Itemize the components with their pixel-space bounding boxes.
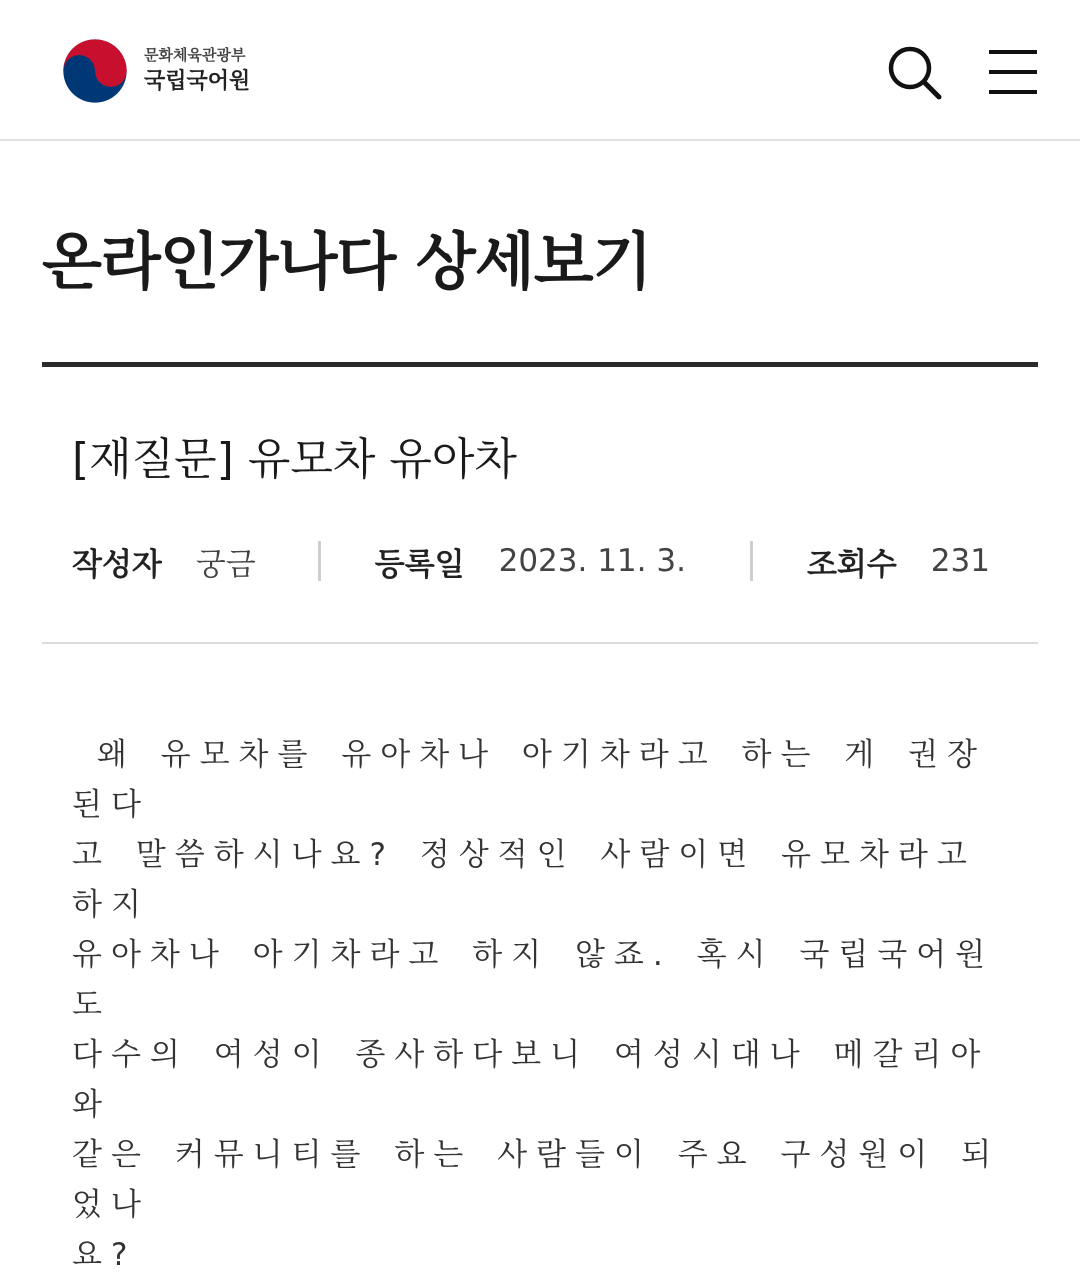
post-meta bbox=[72, 538, 990, 584]
hamburger-menu-icon bbox=[989, 50, 1037, 54]
institute-name: 국립국어원 bbox=[144, 69, 251, 94]
author-label: 작성자 bbox=[72, 546, 162, 583]
hamburger-menu-icon bbox=[989, 70, 1037, 74]
meta-divider bbox=[750, 541, 753, 581]
meta-divider-line bbox=[42, 642, 1038, 644]
author-value: 궁금 bbox=[195, 546, 256, 583]
taegeuk-emblem-icon bbox=[62, 38, 128, 104]
post-title: [재질문] 유모차 유아차 bbox=[72, 434, 517, 485]
menu-button[interactable] bbox=[986, 48, 1040, 96]
title-divider bbox=[42, 362, 1038, 367]
logo-text bbox=[144, 46, 250, 96]
views-value: 231 bbox=[930, 543, 990, 579]
site-header bbox=[0, 0, 1080, 141]
search-icon bbox=[884, 42, 944, 102]
site-logo[interactable] bbox=[62, 38, 250, 104]
search-button[interactable] bbox=[884, 42, 944, 102]
ministry-name: 문화체육관광부 bbox=[144, 46, 246, 64]
post-body: 왜 유모차를 유아차나 아기차라고 하는 게 권장된다 고 말씀하시나요? 정상적인 사람이면 유모차라고 하지 유아차나 아기차라고 하지 않죠. 혹시 국립국어원도 다수의 여성이 종사하다보니 여성시대나 메갈리아와 같은 커뮤니티를 하는 사람들이 주요 구성원이 되었나 요? bbox=[72, 737, 1001, 1273]
views-label: 조회수 bbox=[806, 546, 897, 583]
hamburger-menu-icon bbox=[989, 90, 1037, 94]
date-value: 2023. 11. 3. bbox=[498, 543, 686, 579]
page-title: 온라인가나다 상세보기 bbox=[42, 225, 652, 298]
date-label: 등록일 bbox=[374, 546, 465, 583]
meta-divider bbox=[318, 541, 321, 581]
